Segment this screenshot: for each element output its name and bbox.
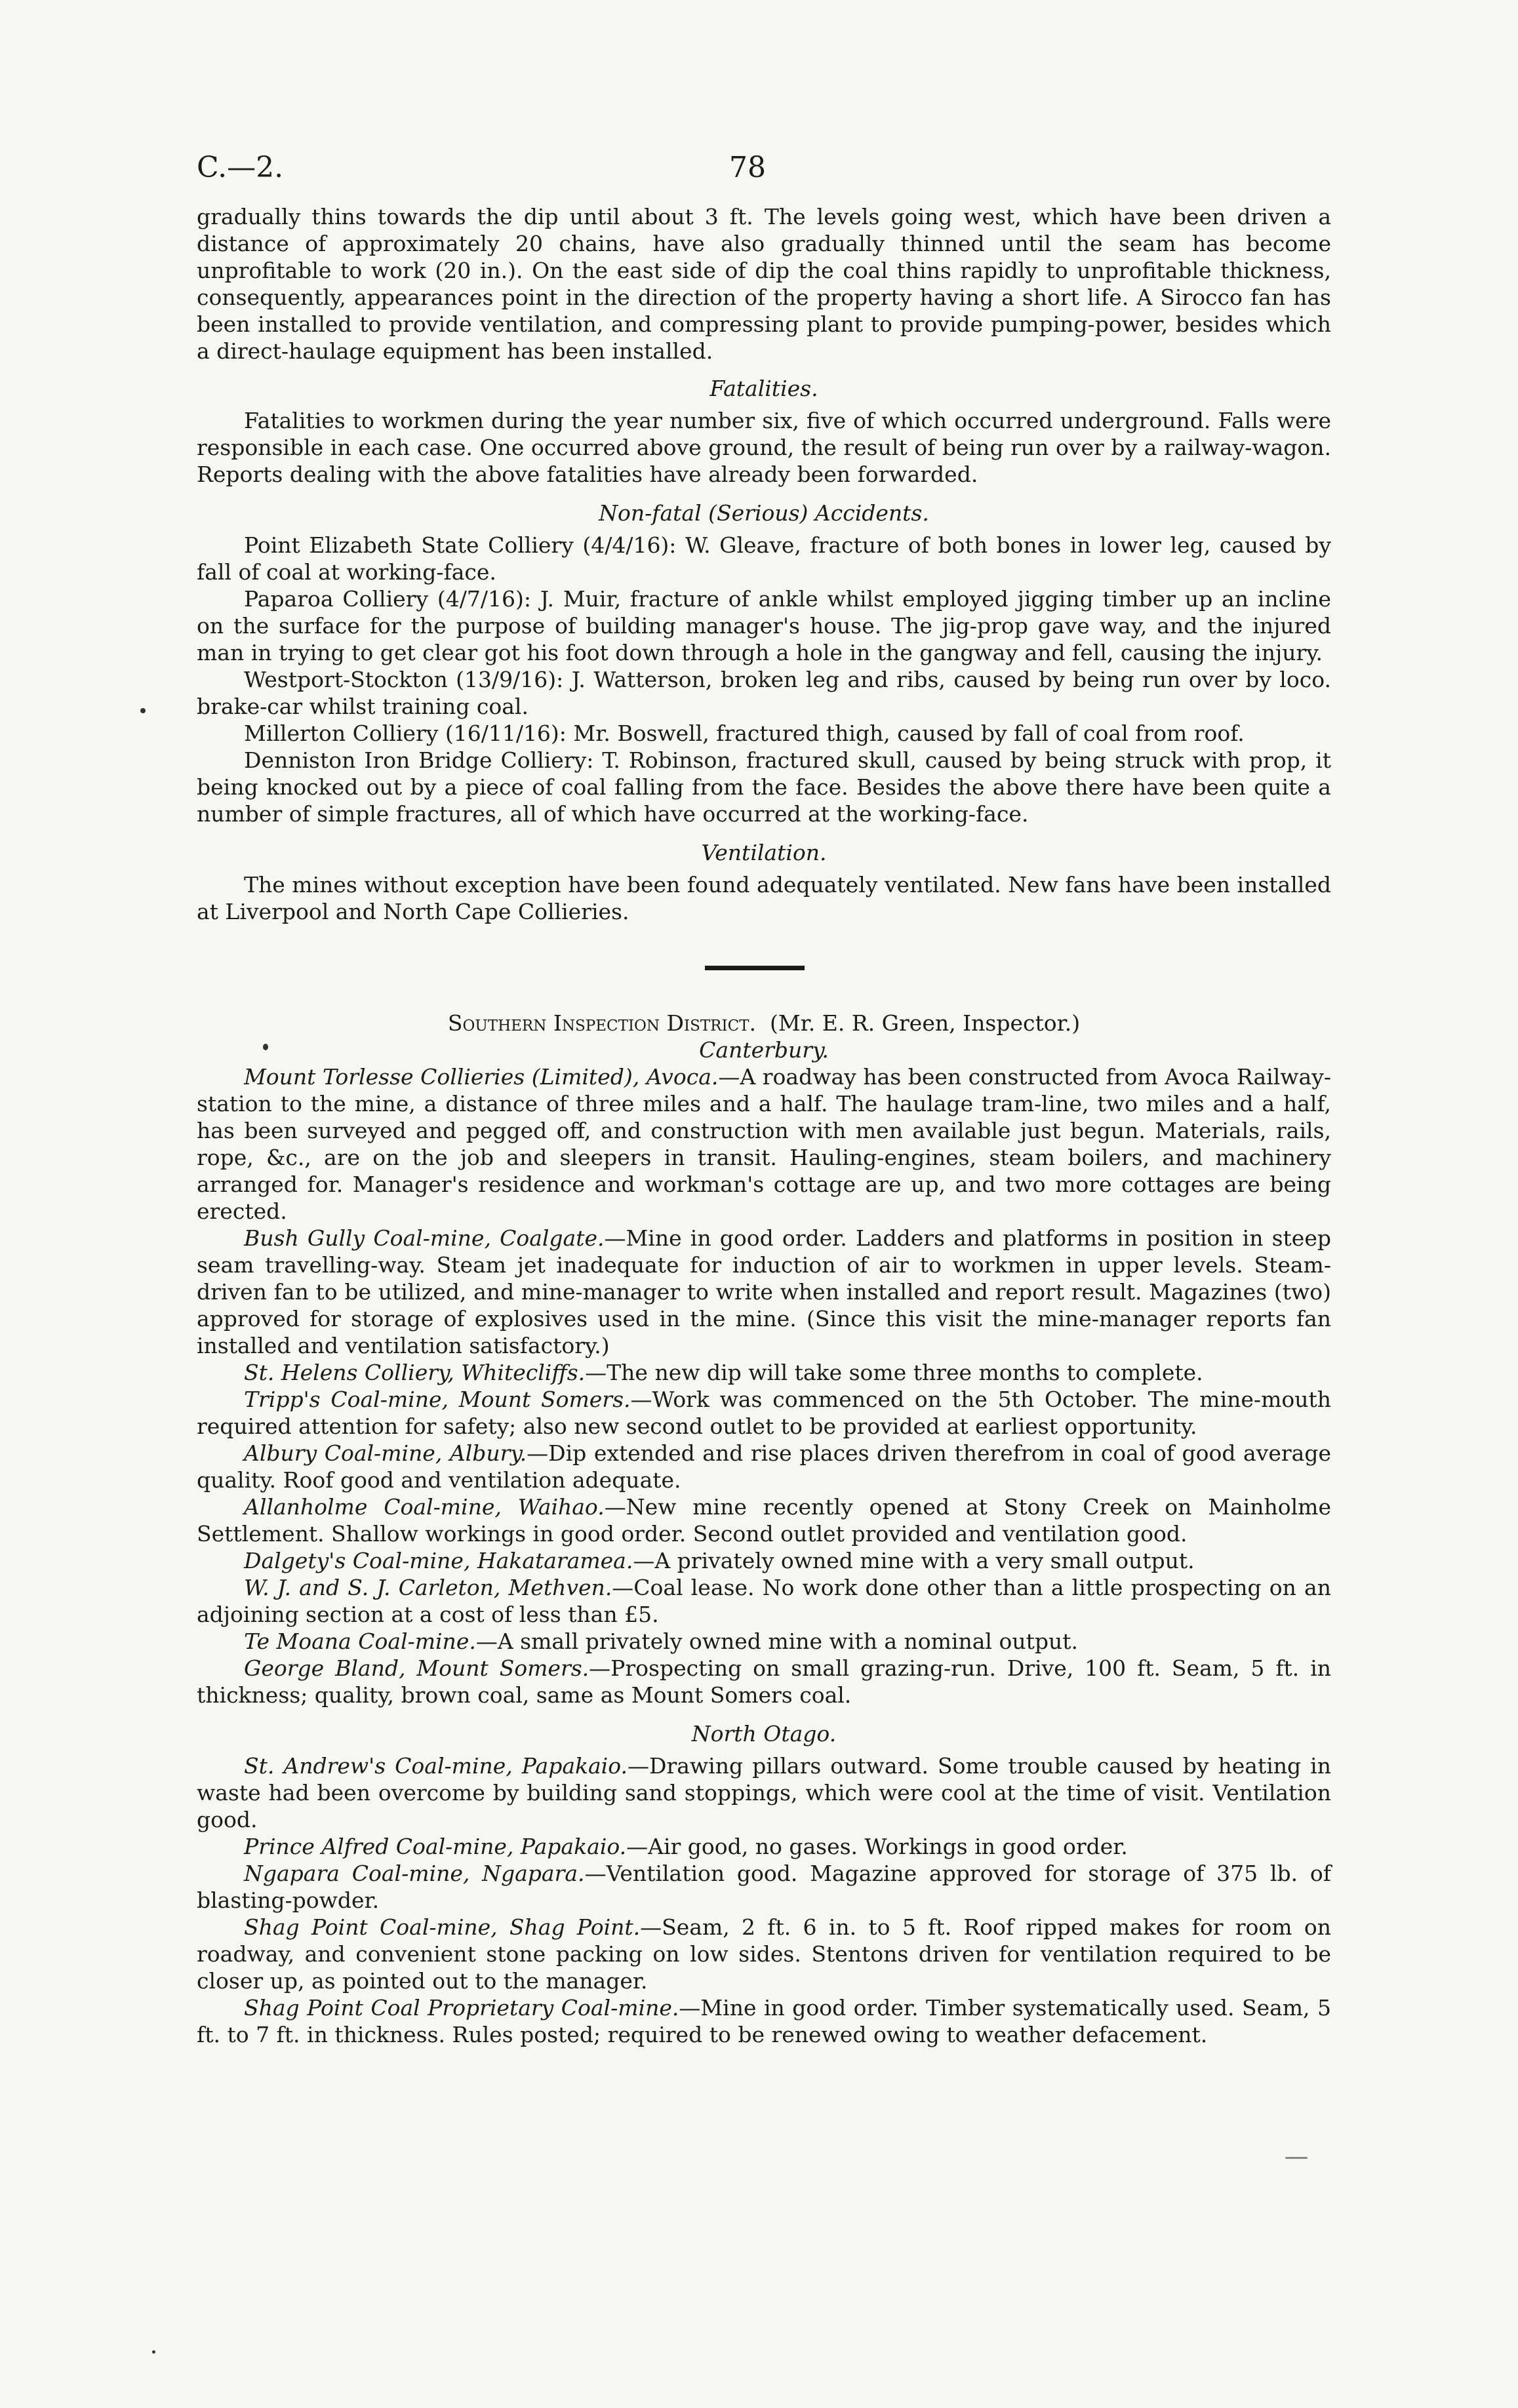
accident-entry: Point Elizabeth State Colliery (4/4/16): W. Gleave, fracture of both bones in lower leg, caused by fall of coal at working-face. — [197, 532, 1331, 585]
fatalities-heading: Fatalities. — [709, 376, 818, 401]
mine-report: —Air good, no gases. Workings in good order. — [626, 1834, 1128, 1859]
mine-name: Dalgety's Coal-mine, Hakataramea. — [244, 1548, 633, 1573]
mine-report: —Mine in good order. Ladders and platforms in position in steep seam travelling-way. Steam jet inadequate for induction of air to workmen in upper levels. Steam-driven fan to be utilized, and mine-manager to write when installed and report result. Magazines (two) approved for storage of explosives used in the mine. (Since this visit the mine-manager reports fan installed and ventilation satisfactory.) — [197, 1225, 1331, 1358]
mine-name: Prince Alfred Coal-mine, Papakaio. — [244, 1834, 627, 1859]
mine-entry — [197, 1752, 1331, 1833]
section-divider — [705, 966, 805, 970]
mine-report: —A privately owned mine with a very small output. — [633, 1548, 1195, 1573]
district-heading — [197, 1010, 1331, 1036]
mine-entry — [197, 1225, 1331, 1359]
intro-paragraph: gradually thins towards the dip until about 3 ft. The levels going west, which have been driven a distance of approximately 20 chains, have also gradually thinned until the seam has become unprofitable to work (20 in.). On the east side of dip the coal thins rapidly to unprofitable thickness, consequently, appearances point in the direction of the property having a short life. A Sirocco fan has been installed to provide ventilation, and compressing plant to provide pumping-power, besides which a direct-haulage equipment has been installed. — [197, 204, 1331, 364]
scan-speck — [152, 2350, 155, 2354]
mine-name: George Bland, Mount Somers. — [244, 1655, 589, 1681]
mine-name: Allanholme Coal-mine, Waihao. — [244, 1494, 605, 1520]
mine-name: W. J. and S. J. Carleton, Methven. — [244, 1575, 612, 1600]
mine-name: St. Andrew's Coal-mine, Papakaio. — [244, 1753, 628, 1779]
mine-name: Shag Point Coal Proprietary Coal-mine. — [244, 1995, 679, 2021]
page-number: 78 — [729, 151, 766, 184]
document-page — [197, 151, 1331, 2048]
mine-name: St. Helens Colliery, Whitecliffs. — [244, 1360, 586, 1385]
ventilation-heading: Ventilation. — [701, 840, 827, 865]
ventilation-paragraph: The mines without exception have been found adequately ventilated. New fans have been installed at Liverpool and North Cape Collieries. — [197, 872, 1331, 924]
north-otago-heading: North Otago. — [691, 1721, 837, 1747]
mine-report: —Coal lease. No work done other than a little prospecting on an adjoining section at a cost of less than £5. — [197, 1575, 1331, 1627]
mine-report: —The new dip will take some three months to complete. — [585, 1360, 1203, 1385]
page-header — [197, 151, 1331, 203]
mine-entry — [197, 1574, 1331, 1628]
mine-entry — [197, 1386, 1331, 1440]
non-fatal-heading: Non-fatal (Serious) Accidents. — [599, 500, 929, 526]
canterbury-heading: Canterbury. — [699, 1037, 829, 1063]
mine-report: —New mine recently opened at Stony Creek on Mainholme Settlement. Shallow workings in good order. Second outlet provided and ventilation good. — [197, 1494, 1331, 1547]
mine-entry — [197, 1914, 1331, 1994]
district-inspector: (Mr. E. R. Green, Inspector.) — [769, 1010, 1081, 1036]
mine-report: —Mine in good order. Timber systematically used. Seam, 5 ft. to 7 ft. in thickness. Rules posted; required to be renewed owing to weather defacement. — [197, 1995, 1331, 2047]
accident-entry: Westport-Stockton (13/9/16): J. Watterson, broken leg and ribs, caused by being run over by loco. brake-car whilst training coal. — [197, 667, 1331, 719]
scan-speck — [263, 1044, 268, 1050]
scan-speck — [1285, 2157, 1308, 2159]
mine-entry — [197, 1860, 1331, 1914]
mine-report: —Work was commenced on the 5th October. The mine-mouth required attention for safety; also new second outlet to be provided at earliest opportunity. — [197, 1387, 1332, 1439]
mine-entry — [197, 1628, 1331, 1655]
mine-name: Mount Torlesse Collieries (Limited), Avoca. — [244, 1064, 719, 1090]
scan-speck — [140, 708, 146, 713]
mine-entry — [197, 1359, 1331, 1386]
mine-report: —A roadway has been constructed from Avoca Railway-station to the mine, a distance of three miles and a half. The haulage tram-line, two miles and a half, has been surveyed and pegged off, and construction with men available just begun. Materials, rails, rope, &c., are on the job and sleepers in transit. Hauling-engines, steam boilers, and machinery arranged for. Manager's residence and workman's cottage are up, and two more cottages are being erected. — [197, 1064, 1331, 1224]
accident-entry: Millerton Colliery (16/11/16): Mr. Boswell, fractured thigh, caused by fall of coal from roof. — [244, 720, 1245, 746]
mine-report: —A small privately owned mine with a nominal output. — [475, 1628, 1078, 1654]
mine-entry — [197, 1833, 1331, 1860]
mine-report: —Prospecting on small grazing-run. Drive, 100 ft. Seam, 5 ft. in thickness; quality, brown coal, same as Mount Somers coal. — [197, 1655, 1331, 1708]
mine-entry — [197, 1440, 1331, 1493]
mine-entry — [197, 1994, 1331, 2048]
mine-name: Bush Gully Coal-mine, Coalgate. — [244, 1225, 605, 1251]
mine-name: Shag Point Coal-mine, Shag Point. — [244, 1914, 641, 1940]
mine-entry — [197, 1655, 1331, 1708]
mine-entry — [197, 1063, 1331, 1225]
document-reference: C.—2. — [197, 151, 284, 184]
mine-name: Albury Coal-mine, Albury. — [244, 1440, 527, 1466]
mine-report: —Dip extended and rise places driven therefrom in coal of good average quality. Roof good and ventilation adequate. — [197, 1440, 1331, 1493]
accident-entry: Paparoa Colliery (4/7/16): J. Muir, fracture of ankle whilst employed jigging timber up an incline on the surface for the purpose of building manager's house. The jig-prop gave way, and the injured man in trying to get clear got his foot down through a hole in the gangway and fell, causing the injury. — [197, 586, 1331, 665]
mine-name: Tripp's Coal-mine, Mount Somers. — [244, 1387, 631, 1412]
mine-entry — [197, 1547, 1331, 1574]
mine-report: —Ventilation good. Magazine approved for storage of 375 lb. of blasting-powder. — [197, 1861, 1331, 1913]
district-name: Southern Inspection District. — [447, 1010, 756, 1036]
mine-report: —Seam, 2 ft. 6 in. to 5 ft. Roof ripped makes for room on roadway, and convenient stone packing on low sides. Stentons driven for ventilation required to be closer up, as pointed out to the manager. — [197, 1914, 1331, 1994]
mine-name: Ngapara Coal-mine, Ngapara. — [244, 1861, 585, 1886]
mine-name: Te Moana Coal-mine. — [244, 1628, 476, 1654]
mine-entry — [197, 1493, 1331, 1547]
fatalities-paragraph: Fatalities to workmen during the year number six, five of which occurred underground. Falls were responsible in each case. One occurred above ground, the result of being run over by a railway-wagon. Reports dealing with the above fatalities have already been forwarded. — [197, 408, 1331, 487]
accident-entry: Denniston Iron Bridge Colliery: T. Robinson, fractured skull, caused by being struck with prop, it being knocked out by a piece of coal falling from the face. Besides the above there have been quite a number of simple fractures, all of which have occurred at the working-face. — [197, 747, 1331, 827]
mine-report: —Drawing pillars outward. Some trouble caused by heating in waste had been overcome by building sand stoppings, which were cool at the time of visit. Ventilation good. — [197, 1753, 1331, 1832]
